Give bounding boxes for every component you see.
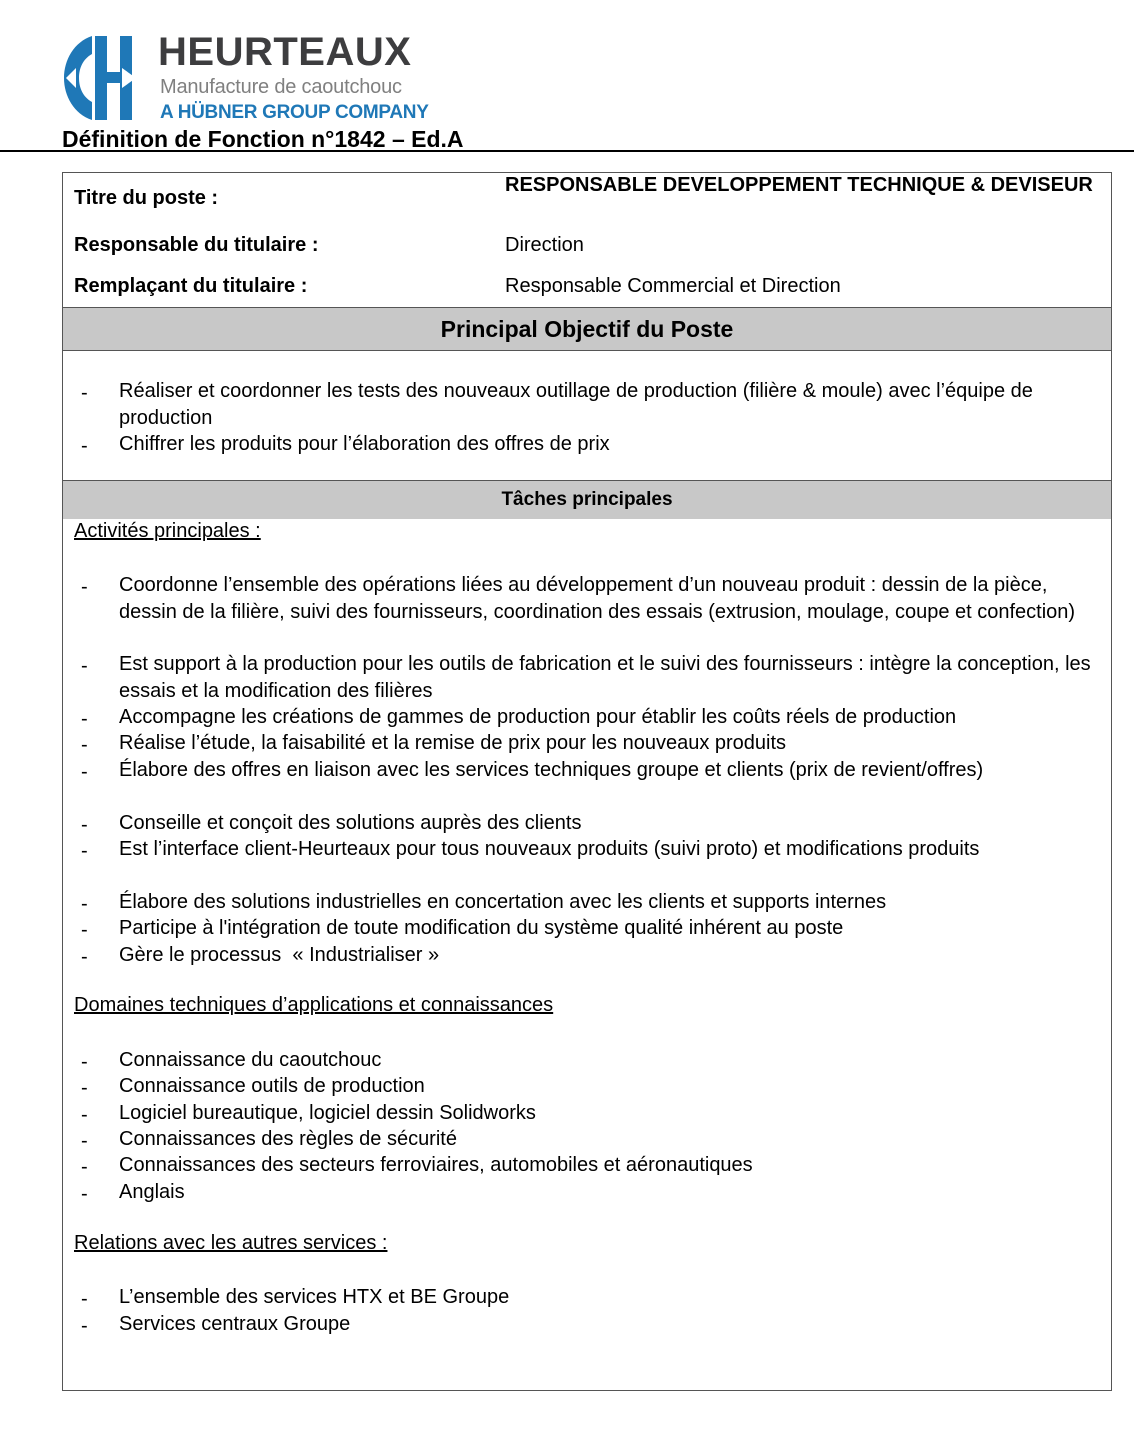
job-title-label: Titre du poste : (74, 187, 219, 209)
bullet-dash: - (81, 1130, 88, 1152)
relation-item: Services centraux Groupe (119, 1313, 351, 1335)
bullet-dash: - (81, 840, 88, 862)
activity-item: Est l’interface client-Heurteaux pour tous nouveaux produits (suivi proto) et modifications produits (119, 838, 980, 860)
tasks-heading: Tâches principales (63, 481, 1111, 519)
substitute-value: Responsable Commercial et Direction (505, 275, 841, 297)
divider (62, 350, 1112, 351)
company-logo (62, 32, 442, 127)
objective-item: Réaliser et coordonner les tests des nouveaux outillage de production (filière & moule) avec l’équipe de production (119, 380, 1033, 429)
activity-item: Participe à l'intégration de toute modification du système qualité inhérent au poste (119, 917, 844, 939)
relation-item: L’ensemble des services HTX et BE Groupe (119, 1286, 510, 1308)
bullet-dash: - (81, 435, 88, 457)
document-title: Définition de Fonction n°1842 – Ed.A (62, 126, 464, 152)
logo-company-name: HEURTEAUX (158, 30, 412, 74)
objective-item: Chiffrer les produits pour l’élaboration des offres de prix (119, 433, 610, 455)
activity-item: Élabore des offres en liaison avec les services techniques groupe et clients (prix de revient/offres) (119, 759, 984, 781)
domain-item: Connaissance du caoutchouc (119, 1049, 382, 1071)
bullet-dash: - (81, 946, 88, 968)
domain-item: Connaissances des secteurs ferroviaires, automobiles et aéronautiques (119, 1154, 753, 1176)
domain-item: Connaissances des règles de sécurité (119, 1128, 457, 1150)
job-title-value: RESPONSABLE DEVELOPPEMENT TECHNIQUE & DEVISEUR (505, 174, 1093, 196)
supervisor-value: Direction (505, 234, 584, 256)
objective-heading: Principal Objectif du Poste (63, 308, 1111, 350)
bullet-dash: - (81, 655, 88, 677)
supervisor-label: Responsable du titulaire : (74, 234, 319, 256)
activity-item: Coordonne l’ensemble des opérations liées au développement d’un nouveau produit : dessin de la pièce, dessin de la filière, suivi des fournisseurs, coordination des essais (extrusion, moulage, coupe et confection) (119, 574, 1076, 623)
domain-item: Connaissance outils de production (119, 1075, 425, 1097)
bullet-dash: - (81, 576, 88, 598)
bullet-dash: - (81, 1156, 88, 1178)
logo-tagline: Manufacture de caoutchouc (160, 76, 402, 98)
bullet-dash: - (81, 761, 88, 783)
bullet-dash: - (81, 734, 88, 756)
bullet-dash: - (81, 1104, 88, 1126)
activity-item: Conseille et conçoit des solutions auprès des clients (119, 812, 582, 834)
activity-item: Gère le processus « Industrialiser » (119, 944, 440, 966)
logo-group-name: A HÜBNER GROUP COMPANY (160, 102, 429, 123)
domain-item: Logiciel bureautique, logiciel dessin Solidworks (119, 1102, 536, 1124)
bullet-dash: - (81, 1077, 88, 1099)
bullet-dash: - (81, 919, 88, 941)
bullet-dash: - (81, 893, 88, 915)
bullet-dash: - (81, 382, 88, 404)
activity-item: Accompagne les créations de gammes de production pour établir les coûts réels de production (119, 706, 957, 728)
domain-item: Anglais (119, 1181, 185, 1203)
substitute-label: Remplaçant du titulaire : (74, 275, 308, 297)
bullet-dash: - (81, 708, 88, 730)
bullet-dash: - (81, 1288, 88, 1310)
bullet-dash: - (81, 814, 88, 836)
bullet-dash: - (81, 1183, 88, 1205)
activity-item: Élabore des solutions industrielles en concertation avec les clients et supports internes (119, 891, 887, 913)
bullet-dash: - (81, 1315, 88, 1337)
activity-item: Est support à la production pour les outils de fabrication et le suivi des fournisseurs : intègre la conception, les essais et la modification des filières (119, 653, 1091, 702)
bullet-dash: - (81, 1051, 88, 1073)
relations-heading: Relations avec les autres services : (74, 1232, 388, 1254)
title-rule (0, 150, 1134, 152)
activities-heading: Activités principales : (74, 520, 261, 542)
domains-heading: Domaines techniques d’applications et connaissances (74, 994, 554, 1016)
heurteaux-logo-mark (62, 32, 140, 124)
activity-item: Réalise l’étude, la faisabilité et la remise de prix pour les nouveaux produits (119, 732, 787, 754)
